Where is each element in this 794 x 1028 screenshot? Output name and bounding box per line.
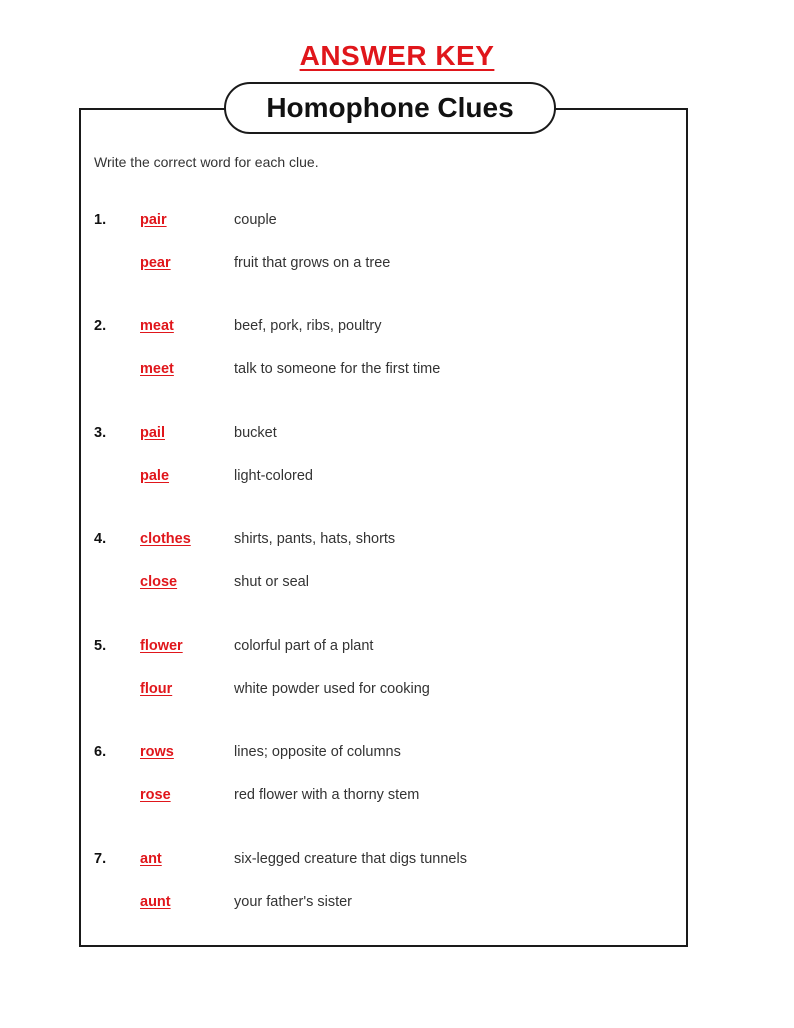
instructions: Write the correct word for each clue. [94, 154, 319, 170]
item-number: 2. [94, 318, 107, 334]
item-number: 6. [94, 744, 107, 760]
item-number: 5. [94, 638, 107, 654]
clue-text: talk to someone for the first time [234, 361, 441, 377]
answer-word: rose [140, 787, 171, 803]
item-number: 4. [94, 531, 107, 547]
answer-word: pale [140, 468, 170, 484]
answer-word: aunt [140, 894, 171, 910]
item-number: 3. [94, 425, 107, 441]
answer-key-heading: ANSWER KEY [299, 40, 495, 71]
clue-text: your father's sister [234, 894, 353, 910]
clue-text: bucket [234, 425, 277, 441]
answer-word: meat [140, 318, 174, 334]
clue-text: beef, pork, ribs, poultry [234, 318, 382, 334]
answer-word: meet [140, 361, 174, 377]
item-number: 1. [94, 212, 107, 228]
clue-text: shirts, pants, hats, shorts [234, 531, 396, 547]
answer-word: rows [140, 744, 174, 760]
answer-word: clothes [140, 531, 191, 547]
answer-word: flower [140, 638, 183, 654]
clue-text: white powder used for cooking [234, 681, 430, 697]
answer-word: pail [140, 425, 165, 441]
answer-word: pear [140, 255, 171, 271]
clue-text: fruit that grows on a tree [234, 255, 391, 271]
clue-text: colorful part of a plant [234, 638, 374, 654]
clue-text: light-colored [234, 468, 313, 484]
clue-text: shut or seal [234, 574, 309, 590]
answer-word: ant [140, 851, 162, 867]
item-number: 7. [94, 851, 107, 867]
worksheet-title: Homophone Clues [224, 82, 556, 134]
clue-text: red flower with a thorny stem [234, 787, 420, 803]
clue-text: six-legged creature that digs tunnels [234, 851, 467, 867]
worksheet-frame [79, 108, 688, 947]
clue-text: lines; opposite of columns [234, 744, 401, 760]
answer-word: pair [140, 212, 167, 228]
answer-word: close [140, 574, 178, 590]
clue-text: couple [234, 212, 277, 228]
answer-word: flour [140, 681, 173, 697]
